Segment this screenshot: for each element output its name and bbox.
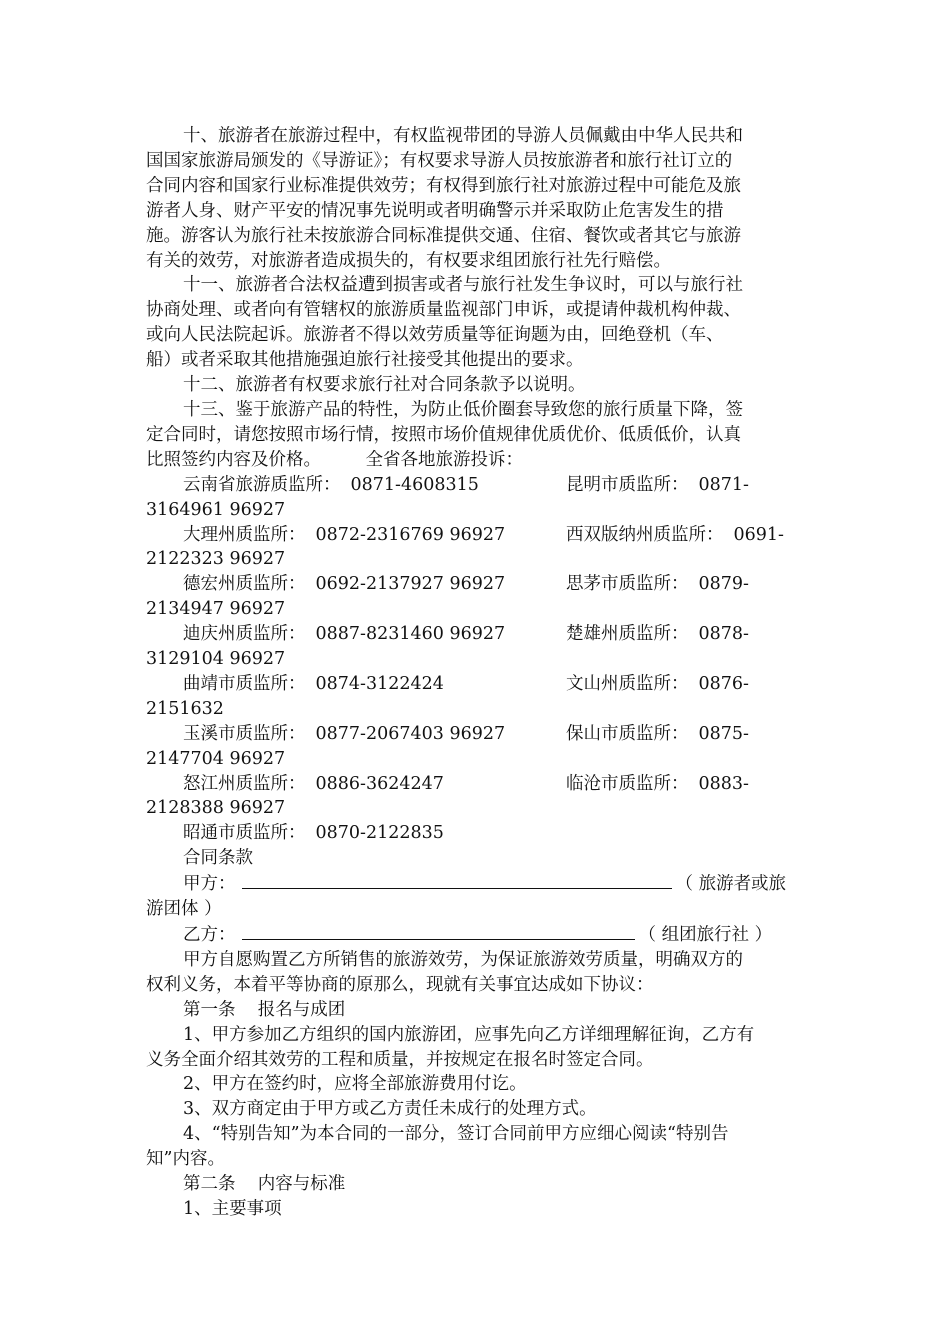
text-line: 知”内容。 <box>146 1149 225 1170</box>
text-line: 有关的效劳，对旅游者造成损失的，有权要求组团旅行社先行赔偿。 <box>146 250 671 271</box>
text-line: 船）或者采取其他措施强迫旅行社接受其他提出的要求。 <box>146 350 584 371</box>
office-name: 文山州质监所： <box>566 673 689 694</box>
text-line: 义务全面介绍其效劳的工程和质量，并按规定在报名时签定合同。 <box>146 1049 654 1070</box>
party-b-blank[interactable] <box>242 922 635 940</box>
phone-number: 0886-3624247 <box>315 773 444 794</box>
document-page <box>146 124 806 1222</box>
article-1-item-2 <box>146 1072 806 1097</box>
article-1-item-4 <box>146 1122 806 1172</box>
phone-number: 0875- <box>698 723 749 744</box>
text-line: 施。游客认为旅行社未按旅游合同标准提供交通、住宿、餐饮或者其它与旅游 <box>146 225 741 246</box>
text-line: 1、甲方参加乙方组织的国内旅游团，应事先向乙方详细理解征询，乙方有 <box>183 1024 755 1045</box>
text-line: 权利义务，本着平等协商的原那么，现就有关事宜达成如下协议： <box>146 974 654 995</box>
phone-number: 0878- <box>698 624 749 645</box>
phone-number-continued: 2122323 96927 <box>146 549 286 570</box>
text-line: 4、“特别告知”为本合同的一部分，签订合同前甲方应细心阅读“特别告 <box>183 1124 729 1145</box>
office-name: 怒江州质监所： <box>183 773 306 794</box>
contract-intro <box>146 948 806 998</box>
text-line: 定合同时，请您按照市场行情，按照市场价值规律优质优价、低质低价，认真 <box>146 424 741 445</box>
phone-number: 0876- <box>698 673 749 694</box>
paragraph-10 <box>146 124 806 273</box>
office-name: 楚雄州质监所： <box>566 624 689 645</box>
hotline-row <box>146 672 806 722</box>
hotline-row <box>146 523 806 573</box>
office-name: 临沧市质监所： <box>566 773 689 794</box>
paragraph-12 <box>146 373 806 398</box>
phone-number-continued: 2128388 96927 <box>146 798 286 819</box>
phone-number: 0877-2067403 96927 <box>315 723 506 744</box>
phone-number: 0874-3122424 <box>315 673 444 694</box>
text-line: 2、甲方在签约时，应将全部旅游费用付讫。 <box>183 1074 527 1095</box>
office-name: 曲靖市质监所： <box>183 673 306 694</box>
phone-number: 0871-4608315 <box>350 474 479 495</box>
office-name: 昭通市质监所： <box>183 823 306 844</box>
complaint-hotline-list <box>146 473 806 847</box>
party-b-label: 乙方： <box>183 925 236 945</box>
party-b-line <box>146 922 806 948</box>
phone-number: 0870-2122835 <box>315 823 444 844</box>
party-a-suffix: （ 旅游者或旅 <box>675 874 787 895</box>
hotline-row <box>146 821 806 846</box>
hotline-row <box>146 722 806 772</box>
party-a-blank[interactable] <box>242 871 672 889</box>
phone-number: 0691- <box>733 524 784 545</box>
phone-number-continued: 3129104 96927 <box>146 649 286 670</box>
hotline-row <box>146 622 806 672</box>
phone-number: 0872-2316769 96927 <box>315 524 506 545</box>
text-line: 3、双方商定由于甲方或乙方责任未成行的处理方式。 <box>183 1099 597 1120</box>
hotline-row <box>146 572 806 622</box>
office-name: 德宏州质监所： <box>183 574 306 595</box>
article-2-item-1: 1、主要事项 <box>183 1198 282 1219</box>
office-name: 云南省旅游质监所： <box>183 474 341 495</box>
paragraph-13 <box>146 398 806 473</box>
text-line: 比照签约内容及价格。 全省各地旅游投诉： <box>146 449 524 470</box>
text-line: 协商处理、或者向有管辖权的旅游质量监视部门申诉，或提请仲裁机构仲裁、 <box>146 300 741 321</box>
text-line: 十一、旅游者合法权益遭到损害或者与旅行社发生争议时，可以与旅行社 <box>183 275 743 296</box>
text-line: 游者人身、财产平安的情况事先说明或者明确警示并采取防止危害发生的措 <box>146 200 724 221</box>
phone-number-continued: 2151632 <box>146 698 224 719</box>
text-line: 甲方自愿购置乙方所销售的旅游效劳，为保证旅游效劳质量，明确双方的 <box>183 949 743 970</box>
office-name: 昆明市质监所： <box>566 474 689 495</box>
office-name: 大理州质监所： <box>183 524 306 545</box>
article-1-heading: 第一条 报名与成团 <box>183 999 346 1020</box>
phone-number: 0692-2137927 96927 <box>315 574 506 595</box>
phone-number: 0887-8231460 96927 <box>315 624 506 645</box>
party-a-line <box>146 871 806 897</box>
text-line: 或向人民法院起诉。旅游者不得以效劳质量等征询题为由，回绝登机（车、 <box>146 325 724 346</box>
text-line: 十三、鉴于旅游产品的特性，为防止低价圈套导致您的旅行质量下降，签 <box>183 399 743 420</box>
text-line: 国国家旅游局颁发的《导游证》；有权要求导游人员按旅游者和旅行社订立的 <box>146 150 733 171</box>
text-line: 十、旅游者在旅游过程中，有权监视带团的导游人员佩戴由中华人民共和 <box>183 126 743 146</box>
office-name: 思茅市质监所： <box>566 574 689 595</box>
party-a-label: 甲方： <box>183 874 236 895</box>
phone-number: 0883- <box>698 773 749 794</box>
hotline-row <box>146 772 806 822</box>
phone-number-continued: 2147704 96927 <box>146 748 286 769</box>
party-a-suffix-continued: 游团体 ） <box>146 899 222 920</box>
phone-number-continued: 2134947 96927 <box>146 599 286 620</box>
text-line: 十二、旅游者有权要求旅行社对合同条款予以说明。 <box>183 375 586 396</box>
office-name: 迪庆州质监所： <box>183 624 306 645</box>
hotline-row <box>146 473 806 523</box>
office-name: 玉溪市质监所： <box>183 723 306 744</box>
text-line: 合同内容和国家行业标准提供效劳；有权得到旅行社对旅游过程中可能危及旅 <box>146 175 741 196</box>
article-2-heading: 第二条 内容与标准 <box>183 1174 346 1195</box>
phone-number: 0871- <box>698 474 749 495</box>
phone-number: 0879- <box>698 574 749 595</box>
contract-title: 合同条款 <box>183 848 253 869</box>
office-name: 西双版纳州质监所： <box>566 524 724 545</box>
paragraph-11 <box>146 273 806 373</box>
article-1-item-1 <box>146 1023 806 1073</box>
party-b-suffix: （ 组团旅行社 ） <box>638 925 773 945</box>
office-name: 保山市质监所： <box>566 723 689 744</box>
phone-number-continued: 3164961 96927 <box>146 499 286 520</box>
article-1-item-3 <box>146 1097 806 1122</box>
